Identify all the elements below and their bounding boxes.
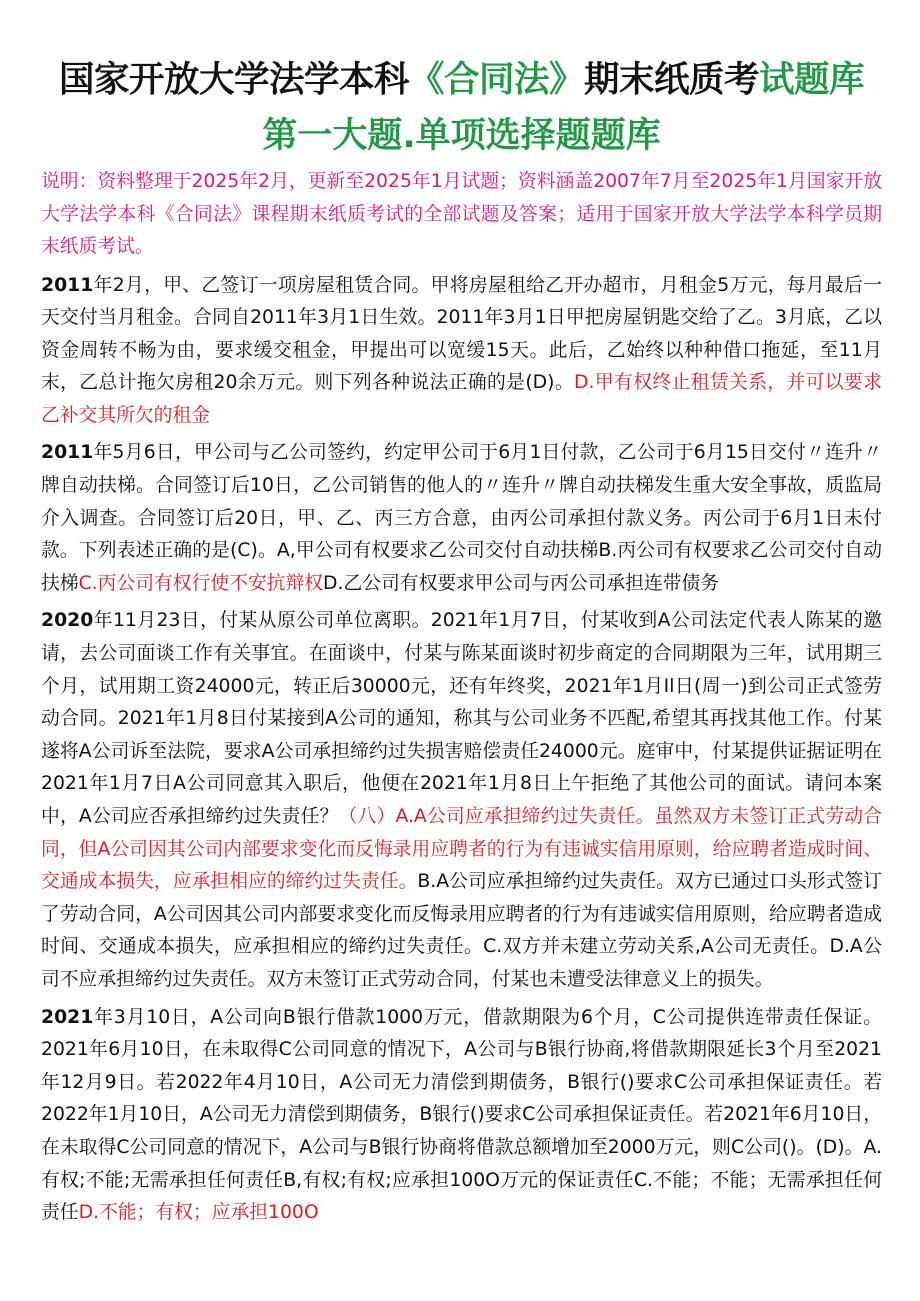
question-year: 2021 <box>41 1006 94 1028</box>
question-tail: D.乙公司有权要求甲公司与丙公司承担连带债务 <box>323 572 720 594</box>
question-answer: C.丙公司有权行使不安抗辩权 <box>78 572 324 594</box>
question-year: 2011 <box>41 274 94 296</box>
question-item <box>41 437 882 600</box>
section-subtitle: 第一大题.单项选择题题库 <box>262 116 661 156</box>
question-year: 2020 <box>41 610 94 632</box>
question-answer: D.不能；有权；应承担100O <box>78 1202 319 1224</box>
page-title <box>41 52 882 108</box>
title-course-name: 《合同法》 <box>408 59 584 100</box>
question-tail: B.A公司应承担缔约过失责任。双方已通过口头形式签订了劳动合同，A公司因其公司内部要求变化而反悔录用应聘者的行为有违诚实信用原则，给应聘者造成时间、交通成本损失，应承担相应的缔约过失责任。C.双方并未建立劳动关系,A公司无责任。D.A公司不应承担缔约过失责任。双方未签订正式劳动合同，付某也未遭受法律意义上的损失。 <box>41 871 883 990</box>
intro-note: 说明：资料整理于2025年2月，更新至2025年1月试题；资料涵盖2007年7月至2025年1月国家开放大学法学本科《合同法》课程期末纸质考试的全部试题及答案；适用于国家开放大学法学本科学员期末纸质考试。 <box>41 171 882 257</box>
question-item <box>41 605 882 996</box>
title-part-1: 国家开放大学法学本科 <box>58 59 409 100</box>
question-year: 2011 <box>41 442 94 464</box>
question-text: 年2月，甲、乙签订一项房屋租赁合同。甲将房屋租给乙开办超市，月租金5万元，每月最后一天交付当月租金。合同自2011年3月1日生效。2011年3月1日甲把房屋钥匙交给了乙。3月底，乙以资金周转不畅为由，要求缓交租金，甲提出可以宽缓15天。此后，乙始终以种种借口拖延，至11月末，乙总计拖欠房租20余万元。则下列各种说法正确的是(D)。 <box>41 274 882 394</box>
question-answer: （八）A.A公司应承担缔约过失责任。虽然双方未签订正式劳动合同，但A公司因其公司内部要求变化而反悔录用应聘者的行为有违诚实信用原则，给应聘者造成时间、交通成本损失，应承担相应的缔约过失责任。 <box>41 806 882 893</box>
question-text: 年3月10日，A公司向B银行借款1000万元，借款期限为6个月，C公司提供连带责任保证。2021年6月10日，在未取得C公司同意的情况下，A公司与B银行协商,将借款期限延长3个月至2021年12月9日。若2022年4月10日，A公司无力清偿到期债务，B银行()要求C公司承担保证责任。若2022年1月10日，A公司无力清偿到期债务，B银行()要求C公司承担保证责任。若2021年6月10日，在未取得C公司同意的情况下，A公司与B银行协商将借款总额增加至2000万元，则C公司()。(D)。A.有权;不能;无需承担任何责任B,有权;有权;应承担100O万元的保证责任C.不能；不能；无需承担任何责任 <box>41 1006 882 1224</box>
question-item <box>41 1002 882 1230</box>
question-answer: D.甲有权终止租赁关系，并可以要求乙补交其所欠的租金 <box>41 372 883 426</box>
question-item <box>41 270 882 433</box>
title-part-2: 期末纸质考 <box>584 59 760 100</box>
question-text: 年11月23日，付某从原公司单位离职。2021年1月7日，付某收到A公司法定代表人陈某的邀请，去公司面谈工作有关事宜。在面谈中，付某与陈某面谈时初步商定的合同期限为三年，试用期三个月，试用期工资24000元，转正后30000元，还有年终奖，2021年1月Il日(周一)到公司正式签劳动合同。2021年1月8日付某接到A公司的通知，称其与公司业务不匹配,希望其再找其他工作。付某遂将A公司诉至法院，要求A公司承担缔约过失损害赔偿责任24000元。庭审中，付某提供证据证明在2021年1月7日A公司同意其入职后，他便在2021年1月8日上午拒绝了其他公司的面试。请问本案中，A公司应否承担缔约过失责任？ <box>41 610 882 827</box>
question-text: 年5月6日，甲公司与乙公司签约，约定甲公司于6月1日付款，乙公司于6月15日交付〃连升〃牌自动扶梯。合同签订后10日，乙公司销售的他人的〃连升〃牌自动扶梯发生重大安全事故，质监局介入调查。合同签订后20日，甲、乙、丙三方合意，由丙公司承担付款义务。丙公司于6月1日未付款。下列表述正确的是(C)。A,甲公司有权要求乙公司交付自动扶梯B.丙公司有权要求乙公司交付自动扶梯 <box>41 442 882 594</box>
title-part-3: 试题库 <box>759 59 865 100</box>
